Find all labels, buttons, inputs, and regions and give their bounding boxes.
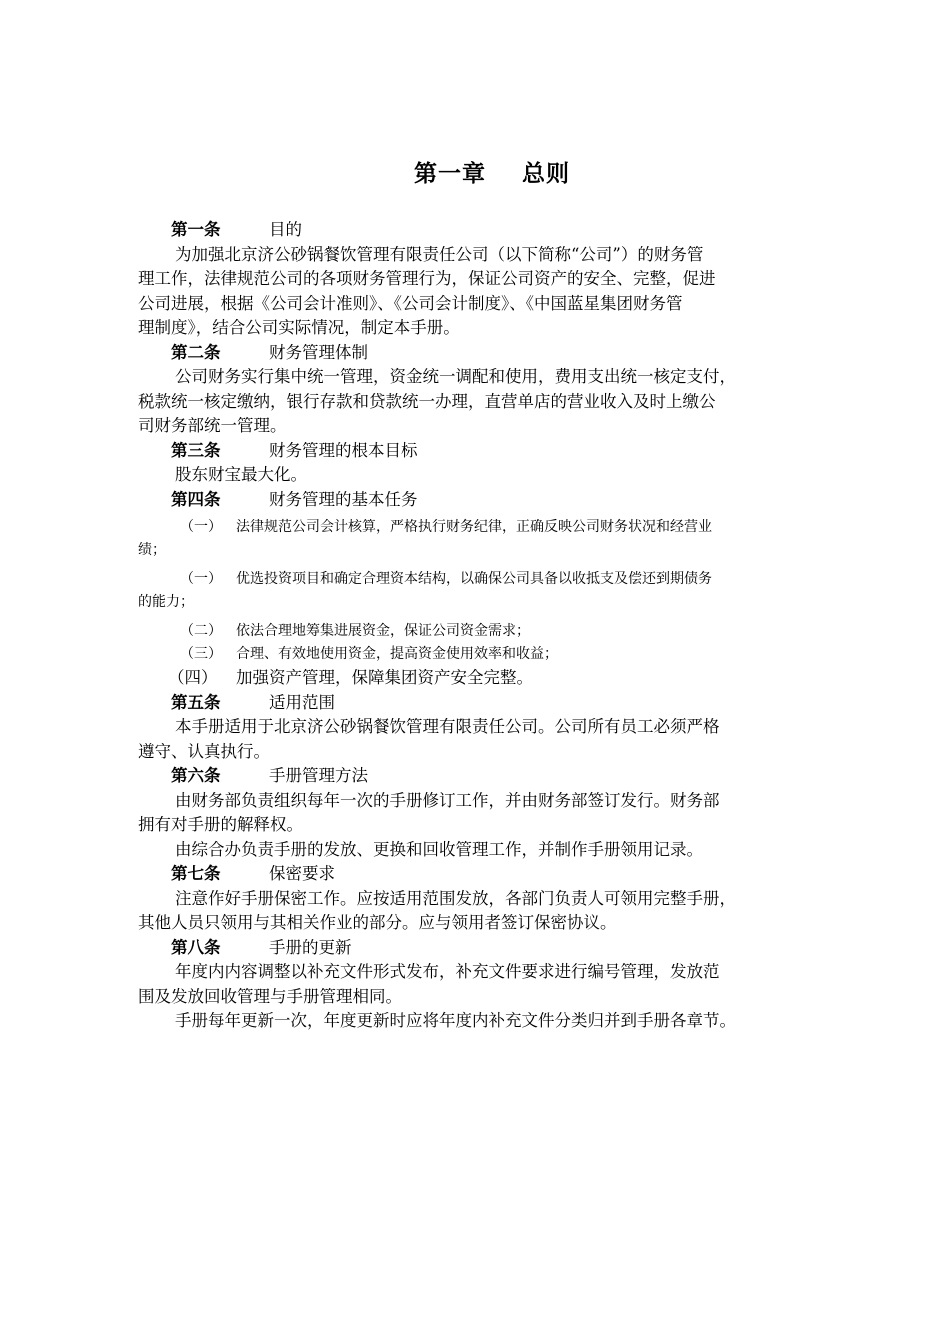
list-text: 依法合理地筹集进展资金，保证公司资金需求； [236, 623, 530, 639]
article-title: 手册管理方法 [269, 766, 368, 785]
list-number: （一） [180, 571, 222, 587]
list-text: 合理、有效地使用资金，提高资金使用效率和收益； [236, 646, 558, 662]
article-title: 手册的更新 [269, 937, 352, 957]
article-heading-7 [138, 862, 828, 887]
paragraph-line: 注意作好手册保密工作。应按适用范围发放，各部门负责人可领用完整手册， [175, 888, 736, 908]
article-title: 适用范围 [269, 692, 335, 712]
article-heading-5 [138, 691, 828, 716]
article-label: 第五条 [171, 692, 221, 712]
article-label: 第一条 [171, 220, 221, 239]
list-text: 加强资产管理，保障集团资产安全完整。 [236, 668, 533, 687]
article-heading-3 [138, 439, 828, 464]
paragraph-line: 拥有对手册的解释权。 [138, 815, 303, 834]
paragraph-line: 公司进展，根据《公司会计准则》、《公司会计制度》、《中国蓝星集团财务管 [138, 293, 683, 313]
article-heading-8 [138, 936, 828, 961]
document-body [138, 218, 828, 1034]
article-heading-6 [138, 764, 828, 789]
list-item [138, 643, 828, 666]
list-item-continuation: 的能力； [138, 594, 194, 610]
article-label: 第二条 [171, 342, 221, 362]
paragraph-line: 司财务部统一管理。 [138, 416, 287, 435]
article-heading-2 [138, 341, 828, 366]
article-title: 财务管理的根本目标 [269, 440, 418, 460]
article-heading-4 [138, 488, 828, 513]
article-title: 保密要求 [269, 864, 335, 883]
article-title: 财务管理的基本任务 [269, 489, 418, 509]
paragraph-line: 本手册适用于北京济公砂锅餐饮管理有限责任公司。公司所有员工必须严格 [175, 717, 720, 736]
paragraph-line: 由财务部负责组织每年一次的手册修订工作，并由财务部签订发行。财务部 [175, 790, 720, 810]
paragraph-line: 遵守、认真执行。 [138, 741, 270, 761]
paragraph-line: 为加强北京济公砂锅餐饮管理有限责任公司（以下简称“公司”）的财务管 [175, 244, 704, 264]
list-text: 优选投资项目和确定合理资本结构，以确保公司具备以收抵支及偿还到期债务 [236, 571, 712, 587]
paragraph-line: 手册每年更新一次，年度更新时应将年度内补充文件分类归并到手册各章节。 [175, 1011, 736, 1030]
paragraph-line: 理制度》，结合公司实际情况，制定本手册。 [138, 318, 460, 337]
list-item [138, 568, 828, 591]
chapter-title: 第一章 总则 [413, 160, 571, 187]
paragraph-line: 由综合办负责手册的发放、更换和回收管理工作，并制作手册领用记录。 [175, 839, 703, 859]
list-number: （四） [168, 668, 218, 687]
list-number: （三） [180, 646, 222, 662]
paragraph-line: 围及发放回收管理与手册管理相同。 [138, 986, 402, 1006]
article-title: 财务管理体制 [269, 342, 368, 362]
paragraph-line: 其他人员只领用与其相关作业的部分。应与领用者签订保密协议。 [138, 913, 617, 932]
list-number: （二） [180, 623, 222, 639]
article-label: 第三条 [171, 440, 221, 460]
article-label: 第六条 [171, 766, 221, 785]
list-number: （一） [180, 519, 222, 535]
paragraph-line: 股东财宝最大化。 [175, 465, 307, 484]
paragraph-line: 税款统一核定缴纳，银行存款和贷款统一办理，直营单店的营业收入及时上缴公 [138, 391, 716, 411]
list-item [138, 666, 828, 691]
article-label: 第八条 [171, 937, 221, 957]
paragraph-line: 年度内内容调整以补充文件形式发布，补充文件要求进行编号管理，发放范 [175, 962, 720, 981]
list-item [138, 516, 828, 539]
list-item [138, 620, 828, 643]
paragraph-line: 理工作，法律规范公司的各项财务管理行为，保证公司资产的安全、完整，促进 [138, 269, 716, 288]
list-item-continuation: 绩； [138, 542, 166, 558]
article-label: 第四条 [171, 489, 221, 509]
paragraph-line: 公司财务实行集中统一管理，资金统一调配和使用，费用支出统一核定支付， [175, 367, 736, 386]
article-label: 第七条 [171, 864, 221, 883]
list-text: 法律规范公司会计核算，严格执行财务纪律，正确反映公司财务状况和经营业 [236, 519, 712, 535]
article-heading-1 [138, 218, 828, 243]
article-title: 目的 [269, 220, 302, 239]
